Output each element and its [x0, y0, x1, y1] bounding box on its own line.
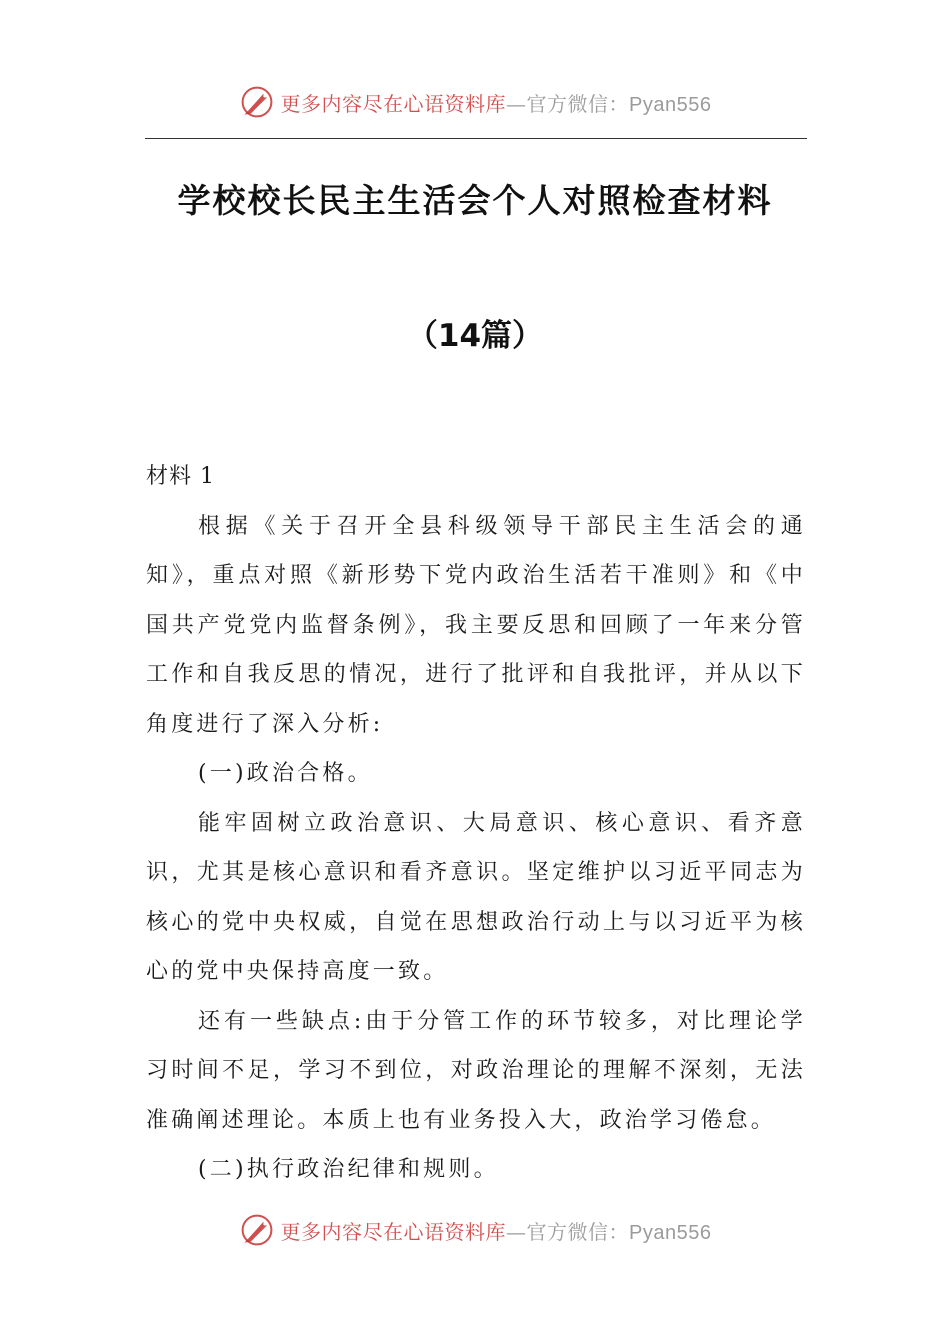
- pen-nib-logo-icon: [239, 84, 275, 120]
- watermark-wechat-id: Pyan556: [629, 1221, 712, 1244]
- watermark-separator: —官方微信：: [506, 1219, 630, 1244]
- watermark-separator: —官方微信：: [506, 91, 630, 116]
- body-paragraph: 能牢固树立政治意识、大局意识、核心意识、看齐意识，尤其是核心意识和看齐意识。坚定维护以习近平同志为核心的党中央权威，自觉在思想政治行动上与以习近平为核心的党中央保持高度一致。: [146, 810, 806, 984]
- header-watermark: [0, 82, 950, 122]
- watermark-brand: 更多内容尽在心语资料库: [280, 91, 507, 116]
- pen-nib-logo-icon: [239, 1212, 275, 1248]
- watermark-text: [281, 88, 712, 117]
- section-label: 材料 1: [146, 464, 215, 489]
- document-title: 学校校长民主生活会个人对照检查材料: [177, 181, 773, 220]
- watermark-brand: 更多内容尽在心语资料库: [280, 1219, 507, 1244]
- section-heading: (一)政治合格。: [198, 761, 373, 786]
- header-divider: [145, 138, 807, 139]
- body-paragraph: 还有一些缺点:由于分管工作的环节较多，对比理论学习时间不足，学习不到位，对政治理论的理解不深刻，无法准确阐述理论。本质上也有业务投入大，政治学习倦怠。: [146, 1008, 806, 1133]
- watermark-wechat-id: Pyan556: [629, 93, 712, 116]
- document-body: [146, 452, 806, 1195]
- watermark-text: [281, 1216, 712, 1245]
- footer-watermark: [0, 1210, 950, 1250]
- section-heading: (二)执行政治纪律和规则。: [198, 1157, 499, 1182]
- body-paragraph: 根据《关于召开全县科级领导干部民主生活会的通知》，重点对照《新形势下党内政治生活若干准则》和《中国共产党党内监督条例》，我主要反思和回顾了一年来分管工作和自我反思的情况，进行了批评和自我批评，并从以下角度进行了深入分析:: [146, 513, 806, 737]
- document-subtitle: （14篇）: [406, 318, 544, 354]
